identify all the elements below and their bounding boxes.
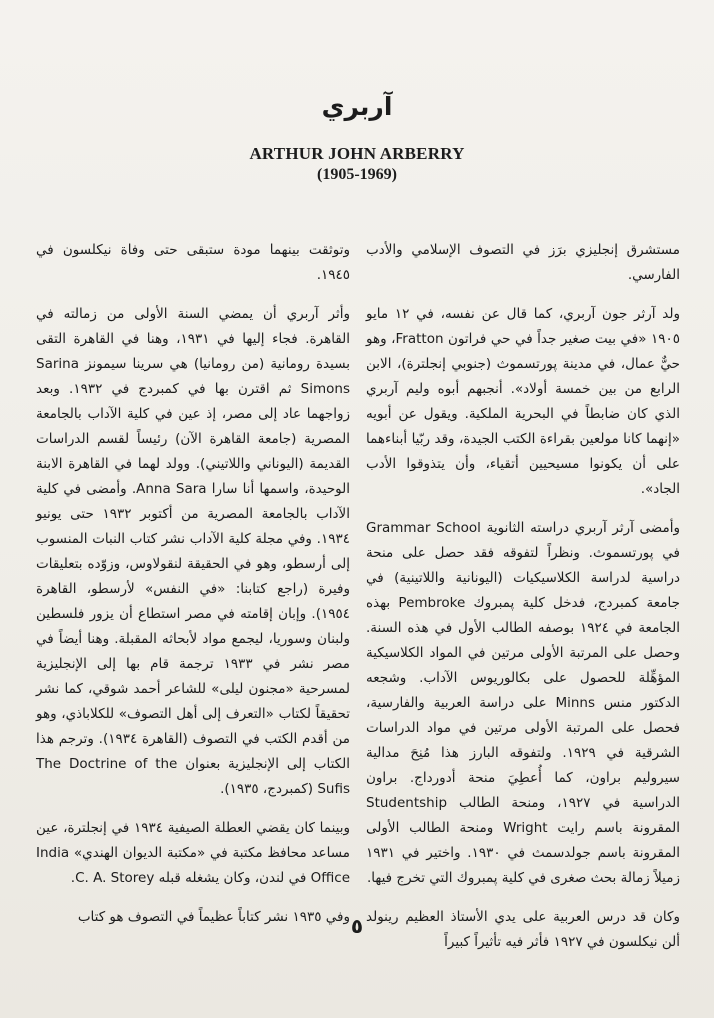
paragraph: وبينما كان يقضي العطلة الصيفية ١٩٣٤ في إنجلترة، عين مساعد محافظ مكتبة في «مكتبة الديوان الهندي» India Office في لندن، وكان يشغله قبله C. A. Storey. xyxy=(36,820,350,886)
article-title-english: ARTHUR JOHN ARBERRY xyxy=(249,144,465,163)
paragraph: مستشرق إنجليزي برَز في التصوف الإسلامي والأدب الفارسي. xyxy=(366,242,680,283)
text-column-left xyxy=(36,238,350,944)
paragraph: ولد آرثر جون آربري، كما قال عن نفسه، في ١٢ مايو ١٩٠٥ «في بيت صغير جداً في حي فراتون Fratton، وهو حيٌّ عمال، في مدينة پورتسموث (جنوبي إنجلترة)، الابن الرابع من بين خمسة أولاد». أنجبهم أبوه وليم آربري الذي كان ضابطاً في البحرية الملكية. ويقول عن أبويه «إنهما كانا مولعين بقراءة الكتب الجيدة، وقد ربّيا أبناءهما على أن يكونوا مسيحيين أتقياء، وأن يتذوقوا الأدب الجاد». xyxy=(366,306,681,497)
text-column-right xyxy=(366,238,680,969)
article-title-arabic: آربري xyxy=(321,92,393,121)
article-lifespan: (1905-1969) xyxy=(317,166,397,183)
paragraph: وفي ١٩٣٥ نشر كتاباً عظيماً في التصوف هو كتاب xyxy=(77,909,350,925)
paragraph: وكان قد درس العربية على يدي الأستاذ العظيم رينولد ألن نيكلسون في ١٩٢٧ فأثر فيه تأثيراً كبيراً xyxy=(366,909,680,950)
page-number: ٥ xyxy=(350,914,364,938)
paragraph: وأمضى آرثر آربري دراسته الثانوية Grammar School في پورتسموث. ونظراً لتفوقه فقد حصل على منحة دراسية لدراسة الكلاسيكيات (اليونانية واللاتينية) في جامعة كمبردج، فدخل كلية پمبروك Pembroke بهذه الجامعة في ١٩٢٤ بوصفه الطالب الأول في هذه السنة. وحصل على المرتبة الأولى مرتين في المواد الكلاسيكية المؤهِّلة للحصول على بكالوريوس الآداب. وشجعه الدكتور منس Minns على دراسة العربية والفارسية، فحصل على المرتبة الأولى مرتين في مواد الدراسات الشرقية في ١٩٢٩. ولتفوقه البارز هذا مُنِحَ مدالية سيروليم براون، كما أُعطِيَ منحة أدورداج. براون الدراسية في ١٩٢٧، ومنحة الطالب Studentship المقرونة باسم رايت Wright ومنحة الطالب الأولى المقرونة باسم جولدسمث في ١٩٣٠. واختير في ١٩٣١ زميلاً زمالة بحث صغرى في كلية پمبروك التي تخرج فيها. xyxy=(366,520,680,886)
paragraph: وأثر آربري أن يمضي السنة الأولى من زمالته في القاهرة. فجاء إليها في ١٩٣١، وهنا في القاهرة التقى بسيدة رومانية (من رومانيا) هي سرينا سيمونز Sarina Simons ثم اقترن بها في كمبردج في ١٩٣٢. وبعد زواجهما عاد إلى مصر، إذ عين في كلية الآداب بالجامعة المصرية (جامعة القاهرة الآن) رئيساً لقسم الدراسات القديمة (اليوناني واللاتيني). وولد لهما في القاهرة الابنة الوحيدة، واسمها أنا سارا Anna Sara. وأمضى في كلية الآداب بالجامعة المصرية من أكتوبر ١٩٣٢ حتى يونيو ١٩٣٤. وفي مجلة كلية الآداب نشر كتاب النبات المنسوب إلى أرسطو، وهو في الحقيقة لنقولاوس، وزوّده بتعليقات وفيرة (راجع كتابنا: «في النفس» لأرسطو، القاهرة ١٩٥٤). وإبان إقامته في مصر استطاع أن يزور فلسطين ولبنان وسوريا، ليجمع مواد لأبحاثه المقبلة. وهنا أيضاً في مصر نشر في ١٩٣٣ ترجمة قام بها إلى الإنجليزية لمسرحية «مجنون ليلى» للشاعر أحمد شوقي، كما نشر تحقيقاً لكتاب «التعرف إلى أهل التصوف» للكلاباذي، وهو من أقدم الكتب في التصوف (القاهرة ١٩٣٤). وترجم هذا الكتاب إلى الإنجليزية بعنوان The Doctrine of the Sufis (كمبردج، ١٩٣٥). xyxy=(36,306,351,797)
paragraph: وتوثقت بينهما مودة ستبقى حتى وفاة نيكلسون في ١٩٤٥. xyxy=(36,242,350,283)
